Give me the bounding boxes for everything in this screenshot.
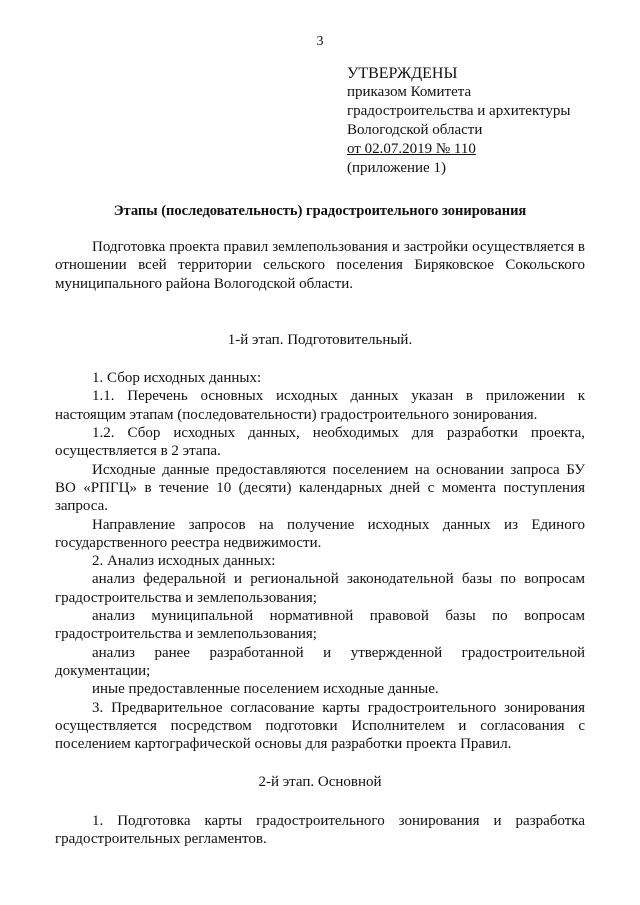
document-body <box>55 238 585 848</box>
intro-paragraph: Подготовка проекта правил землепользования и застройки осуществляется в отношении всей территории сельского поселения Биряковское Сокольского муниципального района Вологодской области. <box>55 239 585 292</box>
paragraph: анализ муниципальной нормативной правовой базы по вопросам градостроительства и землепользования; <box>55 608 585 643</box>
document-title: Этапы (последовательность) градостроительного зонирования <box>113 203 527 219</box>
approval-block <box>347 64 570 178</box>
approval-date-number: от 02.07.2019 № 110 <box>347 141 476 157</box>
approval-heading: УТВЕРЖДЕНЫ <box>347 65 458 82</box>
paragraph: Направление запросов на получение исходных данных из Единого государственного реестра недвижимости. <box>55 516 585 551</box>
paragraph: Исходные данные предоставляются поселением на основании запроса БУ ВО «РПГЦ» в течение 10 (десяти) календарных дней с момента поступления запроса. <box>55 461 585 515</box>
paragraph: 1.2. Сбор исходных данных, необходимых для разработки проекта, осуществляется в 2 этапа. <box>55 425 585 460</box>
paragraph: анализ ранее разработанной и утвержденной градостроительной документации; <box>55 644 585 679</box>
paragraph: 1.1. Перечень основных исходных данных указан в приложении к настоящим этапам (последовательности) градостроительного зонирования. <box>55 388 585 423</box>
approval-line: приказом Комитета <box>347 84 472 100</box>
paragraph: иные предоставленные поселением исходные данные. <box>92 681 439 698</box>
paragraph: 2. Анализ исходных данных: <box>92 553 276 570</box>
paragraph: анализ федеральной и региональной законодательной базы по вопросам градостроительства и землепользования; <box>55 571 585 606</box>
approval-line: Вологодской области <box>347 122 483 138</box>
paragraph: 1. Сбор исходных данных: <box>92 370 262 387</box>
paragraph: 1. Подготовка карты градостроительного зонирования и разработка градостроительных регламентов. <box>55 812 585 848</box>
approval-appendix: (приложение 1) <box>347 160 446 176</box>
page-number: 3 <box>316 34 324 49</box>
stage2-heading: 2-й этап. Основной <box>258 774 382 791</box>
approval-line: градостроительства и архитектуры <box>347 103 571 119</box>
paragraph: 3. Предварительное согласование карты градостроительного зонирования осуществляется посредством подготовки Исполнителем и согласования с поселением картографической основы для разработки проекта Правил. <box>55 699 585 753</box>
stage1-heading: 1-й этап. Подготовительный. <box>227 331 413 348</box>
